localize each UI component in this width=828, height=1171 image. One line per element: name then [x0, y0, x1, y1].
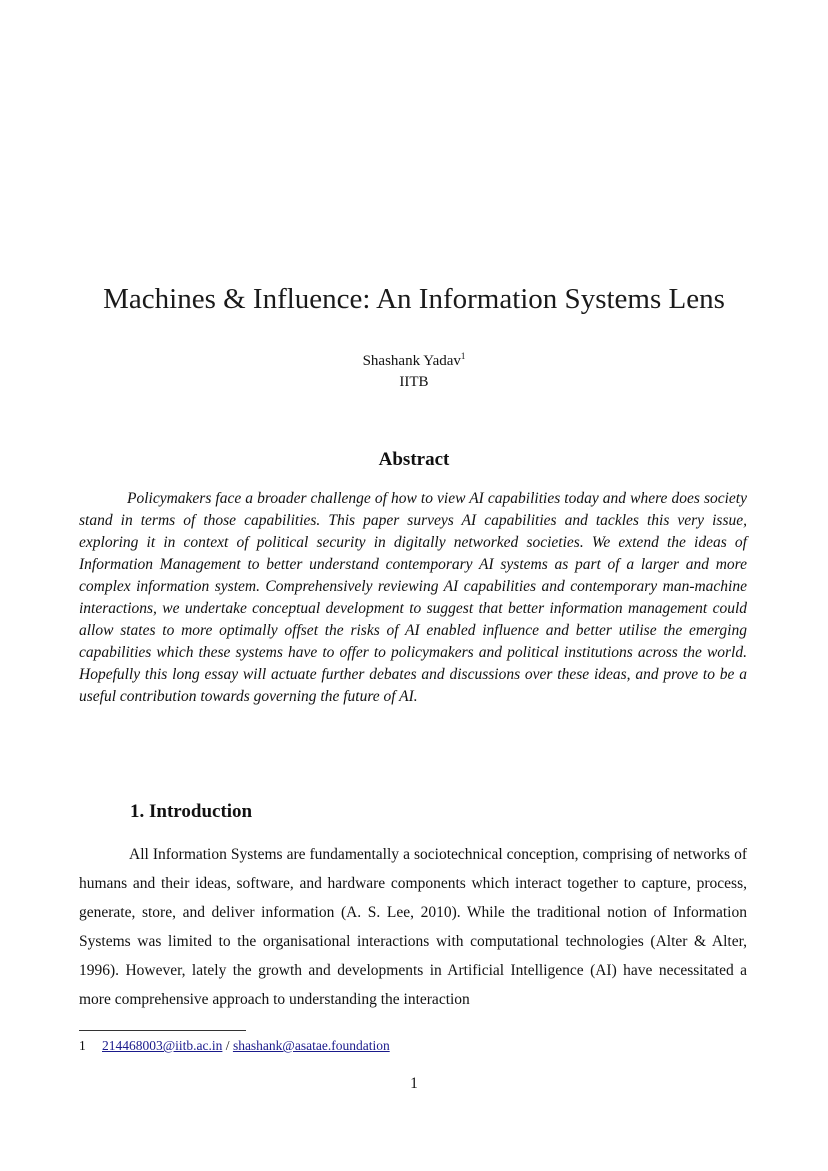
paper-title: Machines & Influence: An Information Systems Lens: [103, 283, 725, 315]
author-footnote-mark: 1: [460, 351, 466, 361]
footnote-number: 1: [79, 1038, 86, 1053]
footnote-email-primary-link[interactable]: 214468003@iitb.ac.in: [102, 1038, 223, 1053]
footnote: [79, 1037, 390, 1055]
abstract-heading: Abstract: [378, 449, 450, 470]
footnote-email-secondary-link[interactable]: shashank@asatae.foundation: [232, 1038, 390, 1053]
introduction-paragraph: All Information Systems are fundamentally a sociotechnical conception, comprising of networks of humans and their ideas, software, and hardware components which interact together to capture, process, generate, store, and deliver information (A. S. Lee, 2010). While the traditional notion of Information Systems was limited to the organisational interactions with computational technologies (Alter & Alter, 1996). However, lately the growth and developments in Artificial Intelligence (AI) have necessitated a more comprehensive approach to understanding the interaction: [79, 846, 747, 1008]
author-name: Shashank Yadav: [362, 353, 461, 369]
footnote-divider: [79, 1030, 246, 1031]
footnote-separator: /: [222, 1038, 233, 1053]
author-affiliation: IITB: [399, 374, 429, 390]
section-heading-introduction: 1. Introduction: [130, 801, 253, 822]
abstract-text: Policymakers face a broader challenge of how to view AI capabilities today and where does society stand in terms of those capabilities. This paper surveys AI capabilities and tackles this very issue, exploring it in context of political security in digitally networked societies. We extend the ideas of Information Management to better understand contemporary AI systems as part of a larger and more complex information system. Comprehensively reviewing AI capabilities and contemporary man-machine interactions, we undertake conceptual development to suggest that better information management could allow states to more optimally offset the risks of AI enabled influence and better utilise the emerging capabilities which these systems have to offer to policymakers and political institutions across the world. Hopefully this long essay will actuate further debates and discussions over these ideas, and prove to be a useful contribution towards governing the future of AI.: [79, 490, 747, 705]
author-line: [0, 346, 828, 371]
page-number: 1: [410, 1075, 418, 1092]
